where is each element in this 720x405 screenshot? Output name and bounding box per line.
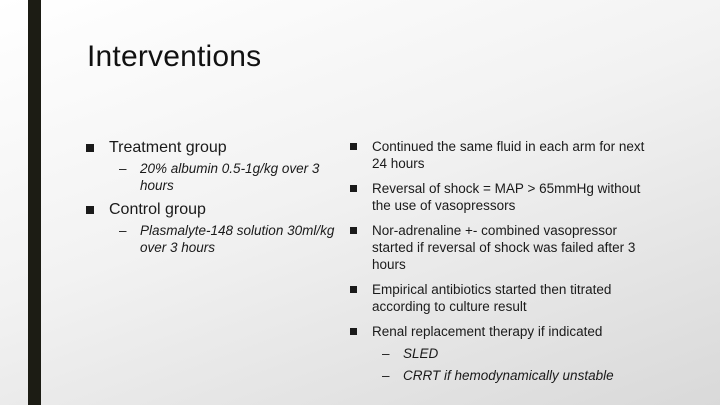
slide-title: Interventions <box>87 40 262 73</box>
square-bullet-icon <box>350 185 357 192</box>
sub-bullet-text: SLED <box>403 346 439 361</box>
square-bullet-icon <box>350 143 357 150</box>
sub-bullet-text: 20% albumin 0.5-1g/kg over 3 hours <box>140 161 320 193</box>
square-bullet-icon <box>350 286 357 293</box>
sub-bullet-text: CRRT if hemodynamically unstable <box>403 368 614 383</box>
dash-bullet-icon: – <box>382 346 390 361</box>
sub-bullet-item <box>86 222 348 256</box>
left-content-column <box>86 138 348 262</box>
accent-side-bar <box>28 0 41 405</box>
dash-bullet-icon: – <box>119 161 127 176</box>
bullet-text: Nor-adrenaline +- combined vasopressor started if reversal of shock was failed after 3 hours <box>372 223 636 272</box>
bullet-text: Empirical antibiotics started then titrated according to culture result <box>372 282 612 314</box>
bullet-item-treatment-group <box>86 138 348 157</box>
square-bullet-icon <box>86 206 94 214</box>
bullet-item <box>350 281 650 315</box>
bullet-item <box>350 138 650 172</box>
bullet-item-control-group <box>86 200 348 219</box>
bullet-text: Renal replacement therapy if indicated <box>372 324 603 339</box>
dash-bullet-icon: – <box>382 368 390 383</box>
bullet-text: Reversal of shock = MAP > 65mmHg without the use of vasopressors <box>372 181 641 213</box>
bullet-item <box>350 222 650 273</box>
sub-bullet-item <box>350 367 650 384</box>
sub-bullet-text: Plasmalyte-148 solution 30ml/kg over 3 hours <box>140 223 335 255</box>
square-bullet-icon <box>350 328 357 335</box>
sub-bullet-item <box>350 345 650 362</box>
square-bullet-icon <box>86 144 94 152</box>
bullet-text: Treatment group <box>109 139 227 156</box>
bullet-text: Continued the same fluid in each arm for next 24 hours <box>372 139 645 171</box>
bullet-text: Control group <box>109 201 206 218</box>
bullet-item <box>350 323 650 340</box>
square-bullet-icon <box>350 227 357 234</box>
sub-bullet-item <box>86 160 348 194</box>
bullet-item <box>350 180 650 214</box>
right-content-column <box>350 138 650 392</box>
dash-bullet-icon: – <box>119 223 127 238</box>
